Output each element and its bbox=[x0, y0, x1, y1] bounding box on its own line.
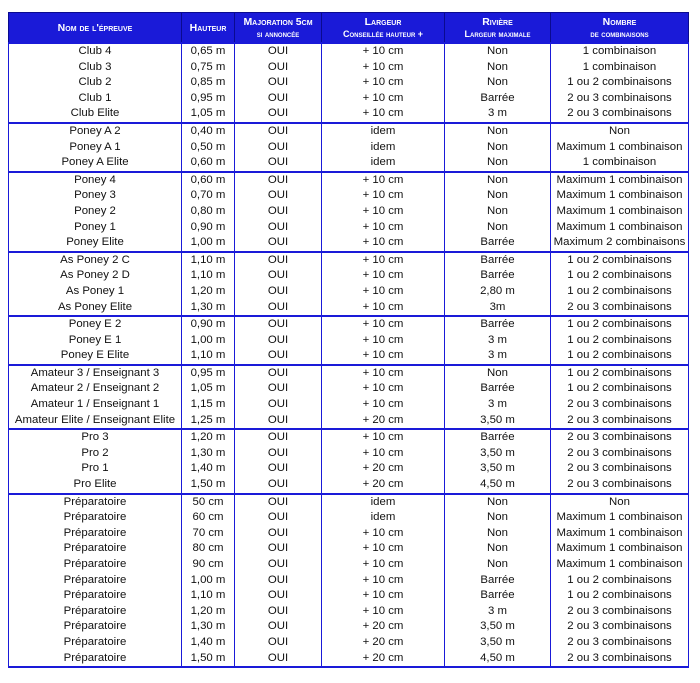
table-row bbox=[9, 155, 689, 172]
cell-hauteur: 1,40 m bbox=[182, 635, 235, 651]
cell-largeur: + 10 cm bbox=[322, 446, 445, 462]
cell-riviere: Non bbox=[445, 494, 551, 511]
cell-nom-epreuve: Club 3 bbox=[9, 60, 182, 76]
cell-majoration: OUI bbox=[235, 204, 322, 220]
cell-majoration: OUI bbox=[235, 316, 322, 333]
cell-majoration: OUI bbox=[235, 541, 322, 557]
table-row bbox=[9, 333, 689, 349]
table-row bbox=[9, 75, 689, 91]
cell-majoration: OUI bbox=[235, 619, 322, 635]
cell-combinaisons: 1 combinaison bbox=[551, 60, 689, 76]
cell-combinaisons: 1 ou 2 combinaisons bbox=[551, 588, 689, 604]
table-row bbox=[9, 619, 689, 635]
cell-largeur: + 10 cm bbox=[322, 220, 445, 236]
cell-majoration: OUI bbox=[235, 284, 322, 300]
header-riviere-line1: Rivière bbox=[482, 15, 513, 28]
cell-combinaisons: 1 ou 2 combinaisons bbox=[551, 268, 689, 284]
cell-largeur: + 20 cm bbox=[322, 477, 445, 494]
cell-riviere: Non bbox=[445, 60, 551, 76]
cell-largeur: + 10 cm bbox=[322, 204, 445, 220]
cell-majoration: OUI bbox=[235, 397, 322, 413]
cell-hauteur: 0,40 m bbox=[182, 123, 235, 140]
cell-nom-epreuve: Préparatoire bbox=[9, 604, 182, 620]
cell-largeur: + 20 cm bbox=[322, 651, 445, 668]
cell-riviere: 3,50 m bbox=[445, 635, 551, 651]
cell-riviere: Non bbox=[445, 140, 551, 156]
cell-largeur: + 10 cm bbox=[322, 526, 445, 542]
cell-largeur: idem bbox=[322, 140, 445, 156]
cell-hauteur: 0,60 m bbox=[182, 172, 235, 189]
cell-hauteur: 1,25 m bbox=[182, 413, 235, 430]
cell-nom-epreuve: Poney E 1 bbox=[9, 333, 182, 349]
table-row bbox=[9, 300, 689, 317]
table-row bbox=[9, 477, 689, 494]
cell-combinaisons: Non bbox=[551, 123, 689, 140]
cell-largeur: + 10 cm bbox=[322, 429, 445, 446]
table-row bbox=[9, 541, 689, 557]
table-row bbox=[9, 588, 689, 604]
table-row bbox=[9, 235, 689, 252]
table-row bbox=[9, 604, 689, 620]
cell-combinaisons: Maximum 1 combinaison bbox=[551, 526, 689, 542]
cell-nom-epreuve: Pro Elite bbox=[9, 477, 182, 494]
cell-majoration: OUI bbox=[235, 220, 322, 236]
cell-nom-epreuve: Préparatoire bbox=[9, 588, 182, 604]
cell-nom-epreuve: Poney Elite bbox=[9, 235, 182, 252]
cell-nom-epreuve: Poney 1 bbox=[9, 220, 182, 236]
cell-majoration: OUI bbox=[235, 106, 322, 123]
cell-largeur: idem bbox=[322, 510, 445, 526]
table-row bbox=[9, 557, 689, 573]
cell-combinaisons: 2 ou 3 combinaisons bbox=[551, 91, 689, 107]
header-hauteur: Hauteur bbox=[182, 13, 235, 44]
table-row bbox=[9, 413, 689, 430]
cell-riviere: 3,50 m bbox=[445, 461, 551, 477]
table-header bbox=[9, 13, 689, 44]
cell-largeur: + 20 cm bbox=[322, 461, 445, 477]
cell-majoration: OUI bbox=[235, 526, 322, 542]
cell-combinaisons: Maximum 1 combinaison bbox=[551, 510, 689, 526]
cell-riviere: 3,50 m bbox=[445, 446, 551, 462]
table-row bbox=[9, 573, 689, 589]
cell-largeur: + 10 cm bbox=[322, 333, 445, 349]
table-row bbox=[9, 140, 689, 156]
cell-nom-epreuve: Préparatoire bbox=[9, 619, 182, 635]
cell-combinaisons: Non bbox=[551, 494, 689, 511]
cell-majoration: OUI bbox=[235, 140, 322, 156]
cell-nom-epreuve: As Poney 2 C bbox=[9, 252, 182, 269]
cell-majoration: OUI bbox=[235, 60, 322, 76]
header-largeur-line1: Largeur bbox=[364, 15, 402, 28]
cell-majoration: OUI bbox=[235, 333, 322, 349]
table-row bbox=[9, 106, 689, 123]
cell-hauteur: 0,70 m bbox=[182, 188, 235, 204]
cell-riviere: Barrée bbox=[445, 573, 551, 589]
cell-majoration: OUI bbox=[235, 446, 322, 462]
cell-combinaisons: 2 ou 3 combinaisons bbox=[551, 461, 689, 477]
table-row bbox=[9, 429, 689, 446]
table-row bbox=[9, 204, 689, 220]
header-largeur-line2: Conseillée hauteur + bbox=[342, 28, 424, 39]
cell-nom-epreuve: Préparatoire bbox=[9, 557, 182, 573]
cell-majoration: OUI bbox=[235, 651, 322, 668]
cell-hauteur: 0,50 m bbox=[182, 140, 235, 156]
cell-riviere: Barrée bbox=[445, 268, 551, 284]
table-row bbox=[9, 397, 689, 413]
cell-nom-epreuve: Pro 2 bbox=[9, 446, 182, 462]
cell-combinaisons: 1 ou 2 combinaisons bbox=[551, 573, 689, 589]
cell-riviere: Barrée bbox=[445, 429, 551, 446]
table-row bbox=[9, 284, 689, 300]
cell-combinaisons: 2 ou 3 combinaisons bbox=[551, 413, 689, 430]
cell-hauteur: 1,30 m bbox=[182, 300, 235, 317]
table-row bbox=[9, 123, 689, 140]
cell-combinaisons: 2 ou 3 combinaisons bbox=[551, 477, 689, 494]
cell-hauteur: 80 cm bbox=[182, 541, 235, 557]
table-container bbox=[8, 12, 688, 668]
cell-riviere: Non bbox=[445, 510, 551, 526]
cell-largeur: + 20 cm bbox=[322, 635, 445, 651]
cell-combinaisons: 1 ou 2 combinaisons bbox=[551, 333, 689, 349]
cell-hauteur: 0,85 m bbox=[182, 75, 235, 91]
cell-majoration: OUI bbox=[235, 573, 322, 589]
cell-majoration: OUI bbox=[235, 494, 322, 511]
cell-hauteur: 1,00 m bbox=[182, 235, 235, 252]
cell-combinaisons: 2 ou 3 combinaisons bbox=[551, 446, 689, 462]
cell-nom-epreuve: As Poney 2 D bbox=[9, 268, 182, 284]
cell-largeur: + 10 cm bbox=[322, 588, 445, 604]
cell-hauteur: 90 cm bbox=[182, 557, 235, 573]
cell-hauteur: 1,05 m bbox=[182, 106, 235, 123]
header-combinaisons bbox=[551, 13, 689, 44]
cell-nom-epreuve: As Poney Elite bbox=[9, 300, 182, 317]
cell-riviere: Non bbox=[445, 557, 551, 573]
cell-largeur: + 10 cm bbox=[322, 252, 445, 269]
cell-largeur: + 10 cm bbox=[322, 172, 445, 189]
cell-majoration: OUI bbox=[235, 91, 322, 107]
cell-largeur: + 10 cm bbox=[322, 381, 445, 397]
cell-riviere: Barrée bbox=[445, 381, 551, 397]
cell-largeur: + 10 cm bbox=[322, 541, 445, 557]
cell-majoration: OUI bbox=[235, 461, 322, 477]
cell-combinaisons: 1 ou 2 combinaisons bbox=[551, 252, 689, 269]
cell-largeur: + 10 cm bbox=[322, 284, 445, 300]
cell-riviere: Non bbox=[445, 188, 551, 204]
cell-combinaisons: 1 ou 2 combinaisons bbox=[551, 284, 689, 300]
cell-nom-epreuve: Poney 3 bbox=[9, 188, 182, 204]
table-row bbox=[9, 526, 689, 542]
cell-largeur: + 10 cm bbox=[322, 557, 445, 573]
cell-combinaisons: Maximum 1 combinaison bbox=[551, 188, 689, 204]
cell-hauteur: 0,95 m bbox=[182, 91, 235, 107]
cell-majoration: OUI bbox=[235, 381, 322, 397]
cell-majoration: OUI bbox=[235, 75, 322, 91]
cell-largeur: + 10 cm bbox=[322, 397, 445, 413]
cell-majoration: OUI bbox=[235, 235, 322, 252]
cell-riviere: Non bbox=[445, 123, 551, 140]
cell-largeur: + 10 cm bbox=[322, 60, 445, 76]
cell-combinaisons: 2 ou 3 combinaisons bbox=[551, 300, 689, 317]
cell-majoration: OUI bbox=[235, 557, 322, 573]
cell-majoration: OUI bbox=[235, 429, 322, 446]
cell-riviere: Barrée bbox=[445, 588, 551, 604]
cell-riviere: 4,50 m bbox=[445, 651, 551, 668]
cell-nom-epreuve: Préparatoire bbox=[9, 651, 182, 668]
cell-majoration: OUI bbox=[235, 365, 322, 382]
table-row bbox=[9, 510, 689, 526]
table-row bbox=[9, 252, 689, 269]
cell-largeur: + 20 cm bbox=[322, 413, 445, 430]
cell-largeur: idem bbox=[322, 123, 445, 140]
cell-riviere: Non bbox=[445, 204, 551, 220]
cell-largeur: + 10 cm bbox=[322, 365, 445, 382]
table-row bbox=[9, 494, 689, 511]
table-row bbox=[9, 446, 689, 462]
table-row bbox=[9, 60, 689, 76]
cell-largeur: + 10 cm bbox=[322, 316, 445, 333]
cell-combinaisons: 2 ou 3 combinaisons bbox=[551, 619, 689, 635]
cell-combinaisons: Maximum 1 combinaison bbox=[551, 140, 689, 156]
cell-combinaisons: Maximum 1 combinaison bbox=[551, 557, 689, 573]
cell-combinaisons: 2 ou 3 combinaisons bbox=[551, 604, 689, 620]
cell-nom-epreuve: Amateur 3 / Enseignant 3 bbox=[9, 365, 182, 382]
cell-combinaisons: 1 ou 2 combinaisons bbox=[551, 365, 689, 382]
cell-nom-epreuve: Amateur Elite / Enseignant Elite bbox=[9, 413, 182, 430]
cell-combinaisons: Maximum 2 combinaisons bbox=[551, 235, 689, 252]
cell-riviere: 3,50 m bbox=[445, 413, 551, 430]
cell-nom-epreuve: Préparatoire bbox=[9, 573, 182, 589]
cell-hauteur: 1,10 m bbox=[182, 252, 235, 269]
cell-largeur: + 10 cm bbox=[322, 188, 445, 204]
cell-hauteur: 1,10 m bbox=[182, 268, 235, 284]
cell-hauteur: 1,20 m bbox=[182, 604, 235, 620]
cell-combinaisons: Maximum 1 combinaison bbox=[551, 204, 689, 220]
cell-hauteur: 1,40 m bbox=[182, 461, 235, 477]
table-row bbox=[9, 91, 689, 107]
cell-riviere: Non bbox=[445, 526, 551, 542]
cell-hauteur: 1,00 m bbox=[182, 333, 235, 349]
cell-hauteur: 0,60 m bbox=[182, 155, 235, 172]
cell-combinaisons: 1 ou 2 combinaisons bbox=[551, 316, 689, 333]
cell-largeur: + 10 cm bbox=[322, 91, 445, 107]
cell-riviere: 3 m bbox=[445, 348, 551, 365]
cell-combinaisons: 1 combinaison bbox=[551, 43, 689, 60]
cell-nom-epreuve: Club Elite bbox=[9, 106, 182, 123]
cell-nom-epreuve: Préparatoire bbox=[9, 526, 182, 542]
cell-hauteur: 1,30 m bbox=[182, 619, 235, 635]
cell-majoration: OUI bbox=[235, 588, 322, 604]
table-row bbox=[9, 188, 689, 204]
cell-riviere: Barrée bbox=[445, 316, 551, 333]
table-row bbox=[9, 43, 689, 60]
cell-hauteur: 1,30 m bbox=[182, 446, 235, 462]
cell-combinaisons: 1 combinaison bbox=[551, 155, 689, 172]
cell-nom-epreuve: Club 1 bbox=[9, 91, 182, 107]
cell-riviere: Non bbox=[445, 365, 551, 382]
cell-riviere: Non bbox=[445, 541, 551, 557]
cell-majoration: OUI bbox=[235, 252, 322, 269]
cell-largeur: + 10 cm bbox=[322, 43, 445, 60]
cell-hauteur: 0,75 m bbox=[182, 60, 235, 76]
cell-largeur: + 10 cm bbox=[322, 235, 445, 252]
cell-nom-epreuve: Poney 2 bbox=[9, 204, 182, 220]
cell-hauteur: 50 cm bbox=[182, 494, 235, 511]
cell-hauteur: 0,90 m bbox=[182, 316, 235, 333]
header-combinaisons-line1: Nombre bbox=[602, 15, 637, 28]
cell-hauteur: 0,80 m bbox=[182, 204, 235, 220]
header-majoration-line1: Majoration 5cm bbox=[243, 15, 313, 28]
table-row bbox=[9, 365, 689, 382]
cell-nom-epreuve: As Poney 1 bbox=[9, 284, 182, 300]
cell-combinaisons: 2 ou 3 combinaisons bbox=[551, 397, 689, 413]
cell-riviere: 4,50 m bbox=[445, 477, 551, 494]
cell-hauteur: 1,05 m bbox=[182, 381, 235, 397]
cell-nom-epreuve: Club 2 bbox=[9, 75, 182, 91]
cell-nom-epreuve: Préparatoire bbox=[9, 635, 182, 651]
cell-hauteur: 1,15 m bbox=[182, 397, 235, 413]
cell-majoration: OUI bbox=[235, 604, 322, 620]
header-nom-epreuve: Nom de l'épreuve bbox=[9, 13, 182, 44]
header-largeur bbox=[322, 13, 445, 44]
cell-riviere: Non bbox=[445, 172, 551, 189]
cell-majoration: OUI bbox=[235, 188, 322, 204]
cell-nom-epreuve: Amateur 2 / Enseignant 2 bbox=[9, 381, 182, 397]
cell-largeur: + 10 cm bbox=[322, 268, 445, 284]
cell-majoration: OUI bbox=[235, 300, 322, 317]
cell-hauteur: 70 cm bbox=[182, 526, 235, 542]
cell-nom-epreuve: Poney E Elite bbox=[9, 348, 182, 365]
competition-table bbox=[8, 12, 689, 668]
table-row bbox=[9, 635, 689, 651]
cell-hauteur: 1,50 m bbox=[182, 651, 235, 668]
cell-majoration: OUI bbox=[235, 477, 322, 494]
header-majoration bbox=[235, 13, 322, 44]
cell-largeur: + 10 cm bbox=[322, 348, 445, 365]
cell-combinaisons: 1 ou 2 combinaisons bbox=[551, 348, 689, 365]
cell-riviere: 3 m bbox=[445, 397, 551, 413]
cell-nom-epreuve: Préparatoire bbox=[9, 494, 182, 511]
cell-riviere: Barrée bbox=[445, 91, 551, 107]
cell-riviere: Non bbox=[445, 155, 551, 172]
cell-nom-epreuve: Pro 1 bbox=[9, 461, 182, 477]
cell-nom-epreuve: Club 4 bbox=[9, 43, 182, 60]
cell-largeur: + 10 cm bbox=[322, 573, 445, 589]
cell-majoration: OUI bbox=[235, 123, 322, 140]
header-combinaisons-line2: de combinaisons bbox=[590, 28, 649, 39]
cell-majoration: OUI bbox=[235, 268, 322, 284]
cell-hauteur: 1,20 m bbox=[182, 284, 235, 300]
cell-largeur: + 10 cm bbox=[322, 75, 445, 91]
cell-riviere: Non bbox=[445, 220, 551, 236]
cell-nom-epreuve: Poney 4 bbox=[9, 172, 182, 189]
cell-largeur: + 10 cm bbox=[322, 604, 445, 620]
header-riviere bbox=[445, 13, 551, 44]
cell-largeur: + 20 cm bbox=[322, 619, 445, 635]
cell-riviere: 2,80 m bbox=[445, 284, 551, 300]
table-row bbox=[9, 348, 689, 365]
cell-largeur: idem bbox=[322, 155, 445, 172]
cell-majoration: OUI bbox=[235, 635, 322, 651]
cell-riviere: Barrée bbox=[445, 252, 551, 269]
table-row bbox=[9, 172, 689, 189]
cell-majoration: OUI bbox=[235, 413, 322, 430]
cell-riviere: Non bbox=[445, 43, 551, 60]
table-body bbox=[9, 43, 689, 667]
cell-riviere: Barrée bbox=[445, 235, 551, 252]
table-row bbox=[9, 381, 689, 397]
cell-majoration: OUI bbox=[235, 43, 322, 60]
cell-combinaisons: 1 ou 2 combinaisons bbox=[551, 381, 689, 397]
cell-hauteur: 60 cm bbox=[182, 510, 235, 526]
cell-combinaisons: 2 ou 3 combinaisons bbox=[551, 106, 689, 123]
header-riviere-line2: Largeur maximale bbox=[464, 28, 531, 39]
cell-nom-epreuve: Poney A 1 bbox=[9, 140, 182, 156]
cell-combinaisons: 2 ou 3 combinaisons bbox=[551, 635, 689, 651]
cell-riviere: 3,50 m bbox=[445, 619, 551, 635]
cell-riviere: 3 m bbox=[445, 106, 551, 123]
cell-majoration: OUI bbox=[235, 155, 322, 172]
cell-largeur: + 10 cm bbox=[322, 106, 445, 123]
cell-nom-epreuve: Pro 3 bbox=[9, 429, 182, 446]
cell-riviere: 3m bbox=[445, 300, 551, 317]
cell-nom-epreuve: Poney A 2 bbox=[9, 123, 182, 140]
cell-nom-epreuve: Amateur 1 / Enseignant 1 bbox=[9, 397, 182, 413]
cell-nom-epreuve: Préparatoire bbox=[9, 541, 182, 557]
cell-hauteur: 1,50 m bbox=[182, 477, 235, 494]
table-row bbox=[9, 461, 689, 477]
table-row bbox=[9, 316, 689, 333]
cell-combinaisons: Maximum 1 combinaison bbox=[551, 220, 689, 236]
table-row bbox=[9, 268, 689, 284]
table-row bbox=[9, 220, 689, 236]
cell-hauteur: 1,00 m bbox=[182, 573, 235, 589]
cell-nom-epreuve: Préparatoire bbox=[9, 510, 182, 526]
cell-hauteur: 1,10 m bbox=[182, 348, 235, 365]
cell-hauteur: 0,95 m bbox=[182, 365, 235, 382]
cell-combinaisons: 2 ou 3 combinaisons bbox=[551, 651, 689, 668]
cell-riviere: 3 m bbox=[445, 333, 551, 349]
cell-largeur: + 10 cm bbox=[322, 300, 445, 317]
cell-hauteur: 1,10 m bbox=[182, 588, 235, 604]
cell-riviere: 3 m bbox=[445, 604, 551, 620]
cell-nom-epreuve: Poney E 2 bbox=[9, 316, 182, 333]
cell-riviere: Non bbox=[445, 75, 551, 91]
cell-largeur: idem bbox=[322, 494, 445, 511]
cell-majoration: OUI bbox=[235, 348, 322, 365]
cell-combinaisons: 1 ou 2 combinaisons bbox=[551, 75, 689, 91]
cell-hauteur: 1,20 m bbox=[182, 429, 235, 446]
cell-majoration: OUI bbox=[235, 510, 322, 526]
cell-hauteur: 0,90 m bbox=[182, 220, 235, 236]
header-majoration-line2: si annoncée bbox=[256, 28, 300, 39]
cell-combinaisons: Maximum 1 combinaison bbox=[551, 172, 689, 189]
table-row bbox=[9, 651, 689, 668]
cell-combinaisons: 2 ou 3 combinaisons bbox=[551, 429, 689, 446]
cell-combinaisons: Maximum 1 combinaison bbox=[551, 541, 689, 557]
cell-hauteur: 0,65 m bbox=[182, 43, 235, 60]
cell-majoration: OUI bbox=[235, 172, 322, 189]
cell-nom-epreuve: Poney A Elite bbox=[9, 155, 182, 172]
